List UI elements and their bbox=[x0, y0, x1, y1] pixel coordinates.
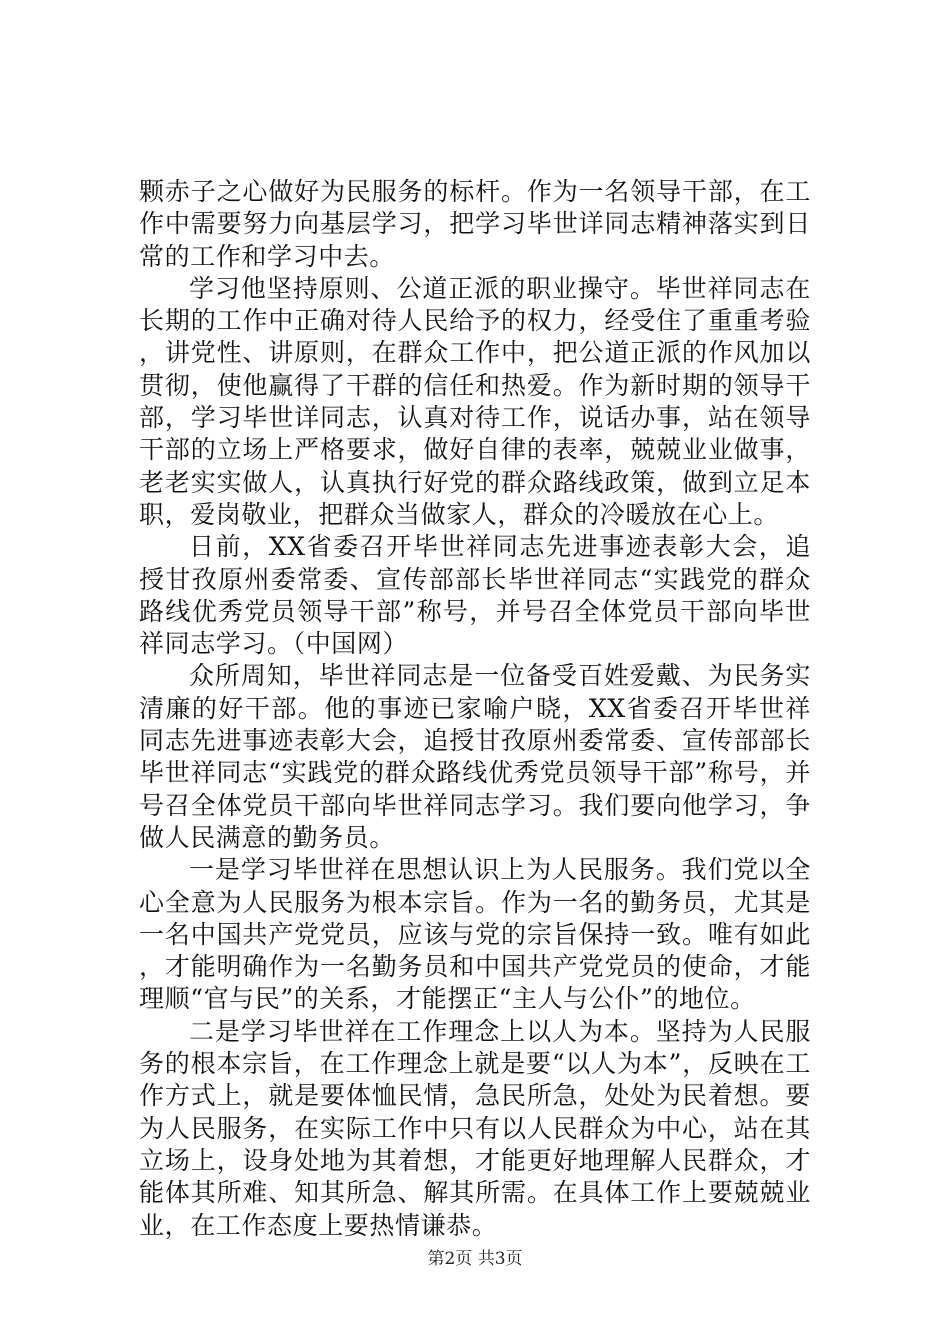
paragraph-6: 二是学习毕世祥在工作理念上以人为本。坚持为人民服务的根本宗旨，在工作理念上就是要“以人为本”，反映在工作方式上，就是要体恤民情，急民所急，处处为民着想。要为人民服务，在实际工作中只有以人民群众为中心，站在其立场上，设身处地为其着想，才能更好地理解人民群众，才能体其所难、知其所急、解其所需。在具体工作上要兢兢业业，在工作态度上要热情谦恭。 bbox=[139, 1016, 811, 1240]
paragraph-1: 颗赤子之心做好为民服务的标杆。作为一名领导干部，在工作中需要努力向基层学习，把学习毕世详同志精神落实到日常的工作和学习中去。 bbox=[139, 177, 811, 271]
paragraph-5: 一是学习毕世祥在思想认识上为人民服务。我们党以全心全意为人民服务为根本宗旨。作为一名的勤务员，尤其是一名中国共产党党员，应该与党的宗旨保持一致。唯有如此，才能明确作为一名勤务员和中国共产党党员的使命，才能理顺“官与民”的关系，才能摆正“主人与公仆”的地位。 bbox=[139, 855, 811, 1014]
paragraph-3: 日前，XX省委召开毕世祥同志先进事迹表彰大会，追授甘孜原州委常委、宣传部部长毕世祥同志“实践党的群众路线优秀党员领导干部”称号，并号召全体党员干部向毕世祥同志学习。（中国网） bbox=[139, 532, 811, 659]
document-body bbox=[139, 176, 811, 1242]
paragraph-4: 众所周知，毕世祥同志是一位备受百姓爱戴、为民务实清廉的好干部。他的事迹已家喻户晓，XX省委召开毕世祥同志先进事迹表彰大会，追授甘孜原州委常委、宣传部部长毕世祥同志“实践党的群众路线优秀党员领导干部”称号，并号召全体党员干部向毕世祥同志学习。我们要向他学习，争做人民满意的勤务员。 bbox=[139, 661, 811, 852]
paragraph-2: 学习他坚持原则、公道正派的职业操守。毕世祥同志在长期的工作中正确对待人民给予的权力，经受住了重重考验，讲党性、讲原则，在群众工作中，把公道正派的作风加以贯彻，使他赢得了干群的信任和热爱。作为新时期的领导干部，学习毕世详同志，认真对待工作，说话办事，站在领导干部的立场上严格要求，做好自律的表率，兢兢业业做事，老老实实做人，认真执行好党的群众路线政策，做到立足本职，爱岗敬业，把群众当做家人，群众的冷暖放在心上。 bbox=[139, 273, 811, 529]
page-footer: 第2页 共3页 bbox=[427, 1249, 523, 1269]
